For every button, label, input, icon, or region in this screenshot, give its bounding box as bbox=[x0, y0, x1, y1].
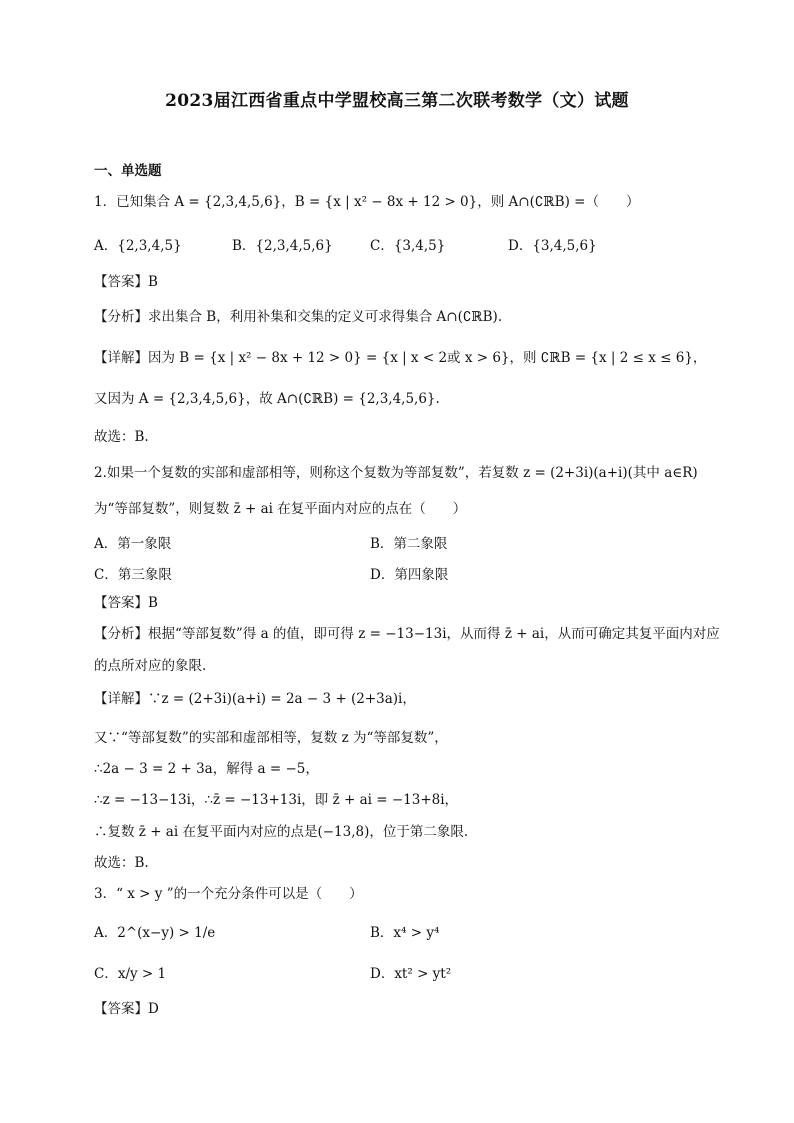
q3-option-c: C．x/y > 1 bbox=[94, 966, 167, 982]
section-heading: 一、单选题 bbox=[94, 163, 162, 179]
question-2-stem-line-2: 为“等部复数”，则复数 z̄ + ai 在复平面内对应的点在（ ） bbox=[94, 501, 467, 517]
q2-option-b: B．第二象限 bbox=[370, 536, 448, 552]
q2-solution-line-3: ∴2a − 3 = 2 + 3a，解得 a = −5， bbox=[94, 761, 319, 777]
question-1-stem: 1．已知集合 A = {2,3,4,5,6}，B = {x | x² − 8x + 12 > 0}，则 A∩(∁ℝB) =（ ） bbox=[94, 194, 640, 210]
q2-solution-line-1: 【详解】∵z = (2+3i)(a+i) = 2a − 3 + (2+3a)i， bbox=[94, 691, 416, 707]
q1-option-b: B．{2,3,4,5,6} bbox=[232, 238, 333, 254]
q2-choice: 故选：B. bbox=[94, 855, 149, 871]
q1-option-d: D．{3,4,5,6} bbox=[508, 238, 597, 254]
q1-solution-line-2: 又因为 A = {2,3,4,5,6}，故 A∩(∁ℝB) = {2,3,4,5,6}. bbox=[94, 391, 440, 407]
q2-solution-line-5: ∴复数 z̄ + ai 在复平面内对应的点是(−13,8)，位于第二象限. bbox=[94, 824, 469, 840]
q2-solution-line-2: 又∵“等部复数”的实部和虚部相等，复数 z 为“等部复数”， bbox=[94, 730, 448, 746]
q1-answer: 【答案】B bbox=[94, 274, 158, 290]
q1-analysis: 【分析】求出集合 B，利用补集和交集的定义可求得集合 A∩(∁ℝB). bbox=[94, 309, 503, 325]
q1-option-c: C．{3,4,5} bbox=[370, 238, 446, 254]
q1-option-a: A．{2,3,4,5} bbox=[94, 238, 182, 254]
q2-option-a: A．第一象限 bbox=[94, 536, 172, 552]
question-2-stem-line-1: 2.如果一个复数的实部和虚部相等，则称这个复数为等部复数”，若复数 z = (2+3i)(a+i)(其中 a∈R) bbox=[94, 465, 698, 481]
q2-option-c: C．第三象限 bbox=[94, 567, 172, 583]
q1-choice: 故选：B. bbox=[94, 429, 149, 445]
q3-option-d: D．xt² > yt² bbox=[370, 966, 452, 982]
q3-option-b: B．x⁴ > y⁴ bbox=[370, 925, 440, 941]
q2-analysis-line-1: 【分析】根据“等部复数”得 a 的值，即可得 z = −13−13i，从而得 z̄ + ai，从而可确定其复平面内对应 bbox=[94, 626, 720, 642]
q2-answer: 【答案】B bbox=[94, 595, 158, 611]
question-3-stem: 3．“ x > y ”的一个充分条件可以是（ ） bbox=[94, 886, 363, 902]
q2-option-d: D．第四象限 bbox=[370, 567, 449, 583]
q2-solution-line-4: ∴z = −13−13i，∴z̄ = −13+13i，即 z̄ + ai = −13+8i， bbox=[94, 792, 459, 808]
q2-analysis-line-2: 的点所对应的象限. bbox=[94, 658, 207, 674]
q3-answer: 【答案】D bbox=[94, 1001, 159, 1017]
document-title: 2023届江西省重点中学盟校高三第二次联考数学（文）试题 bbox=[165, 91, 629, 111]
q1-solution-line-1: 【详解】因为 B = {x | x² − 8x + 12 > 0} = {x | x < 2或 x > 6}，则 ∁ℝB = {x | 2 ≤ x ≤ 6}， bbox=[94, 350, 707, 366]
q3-option-a: A．2^(x−y) > 1/e bbox=[94, 925, 216, 941]
